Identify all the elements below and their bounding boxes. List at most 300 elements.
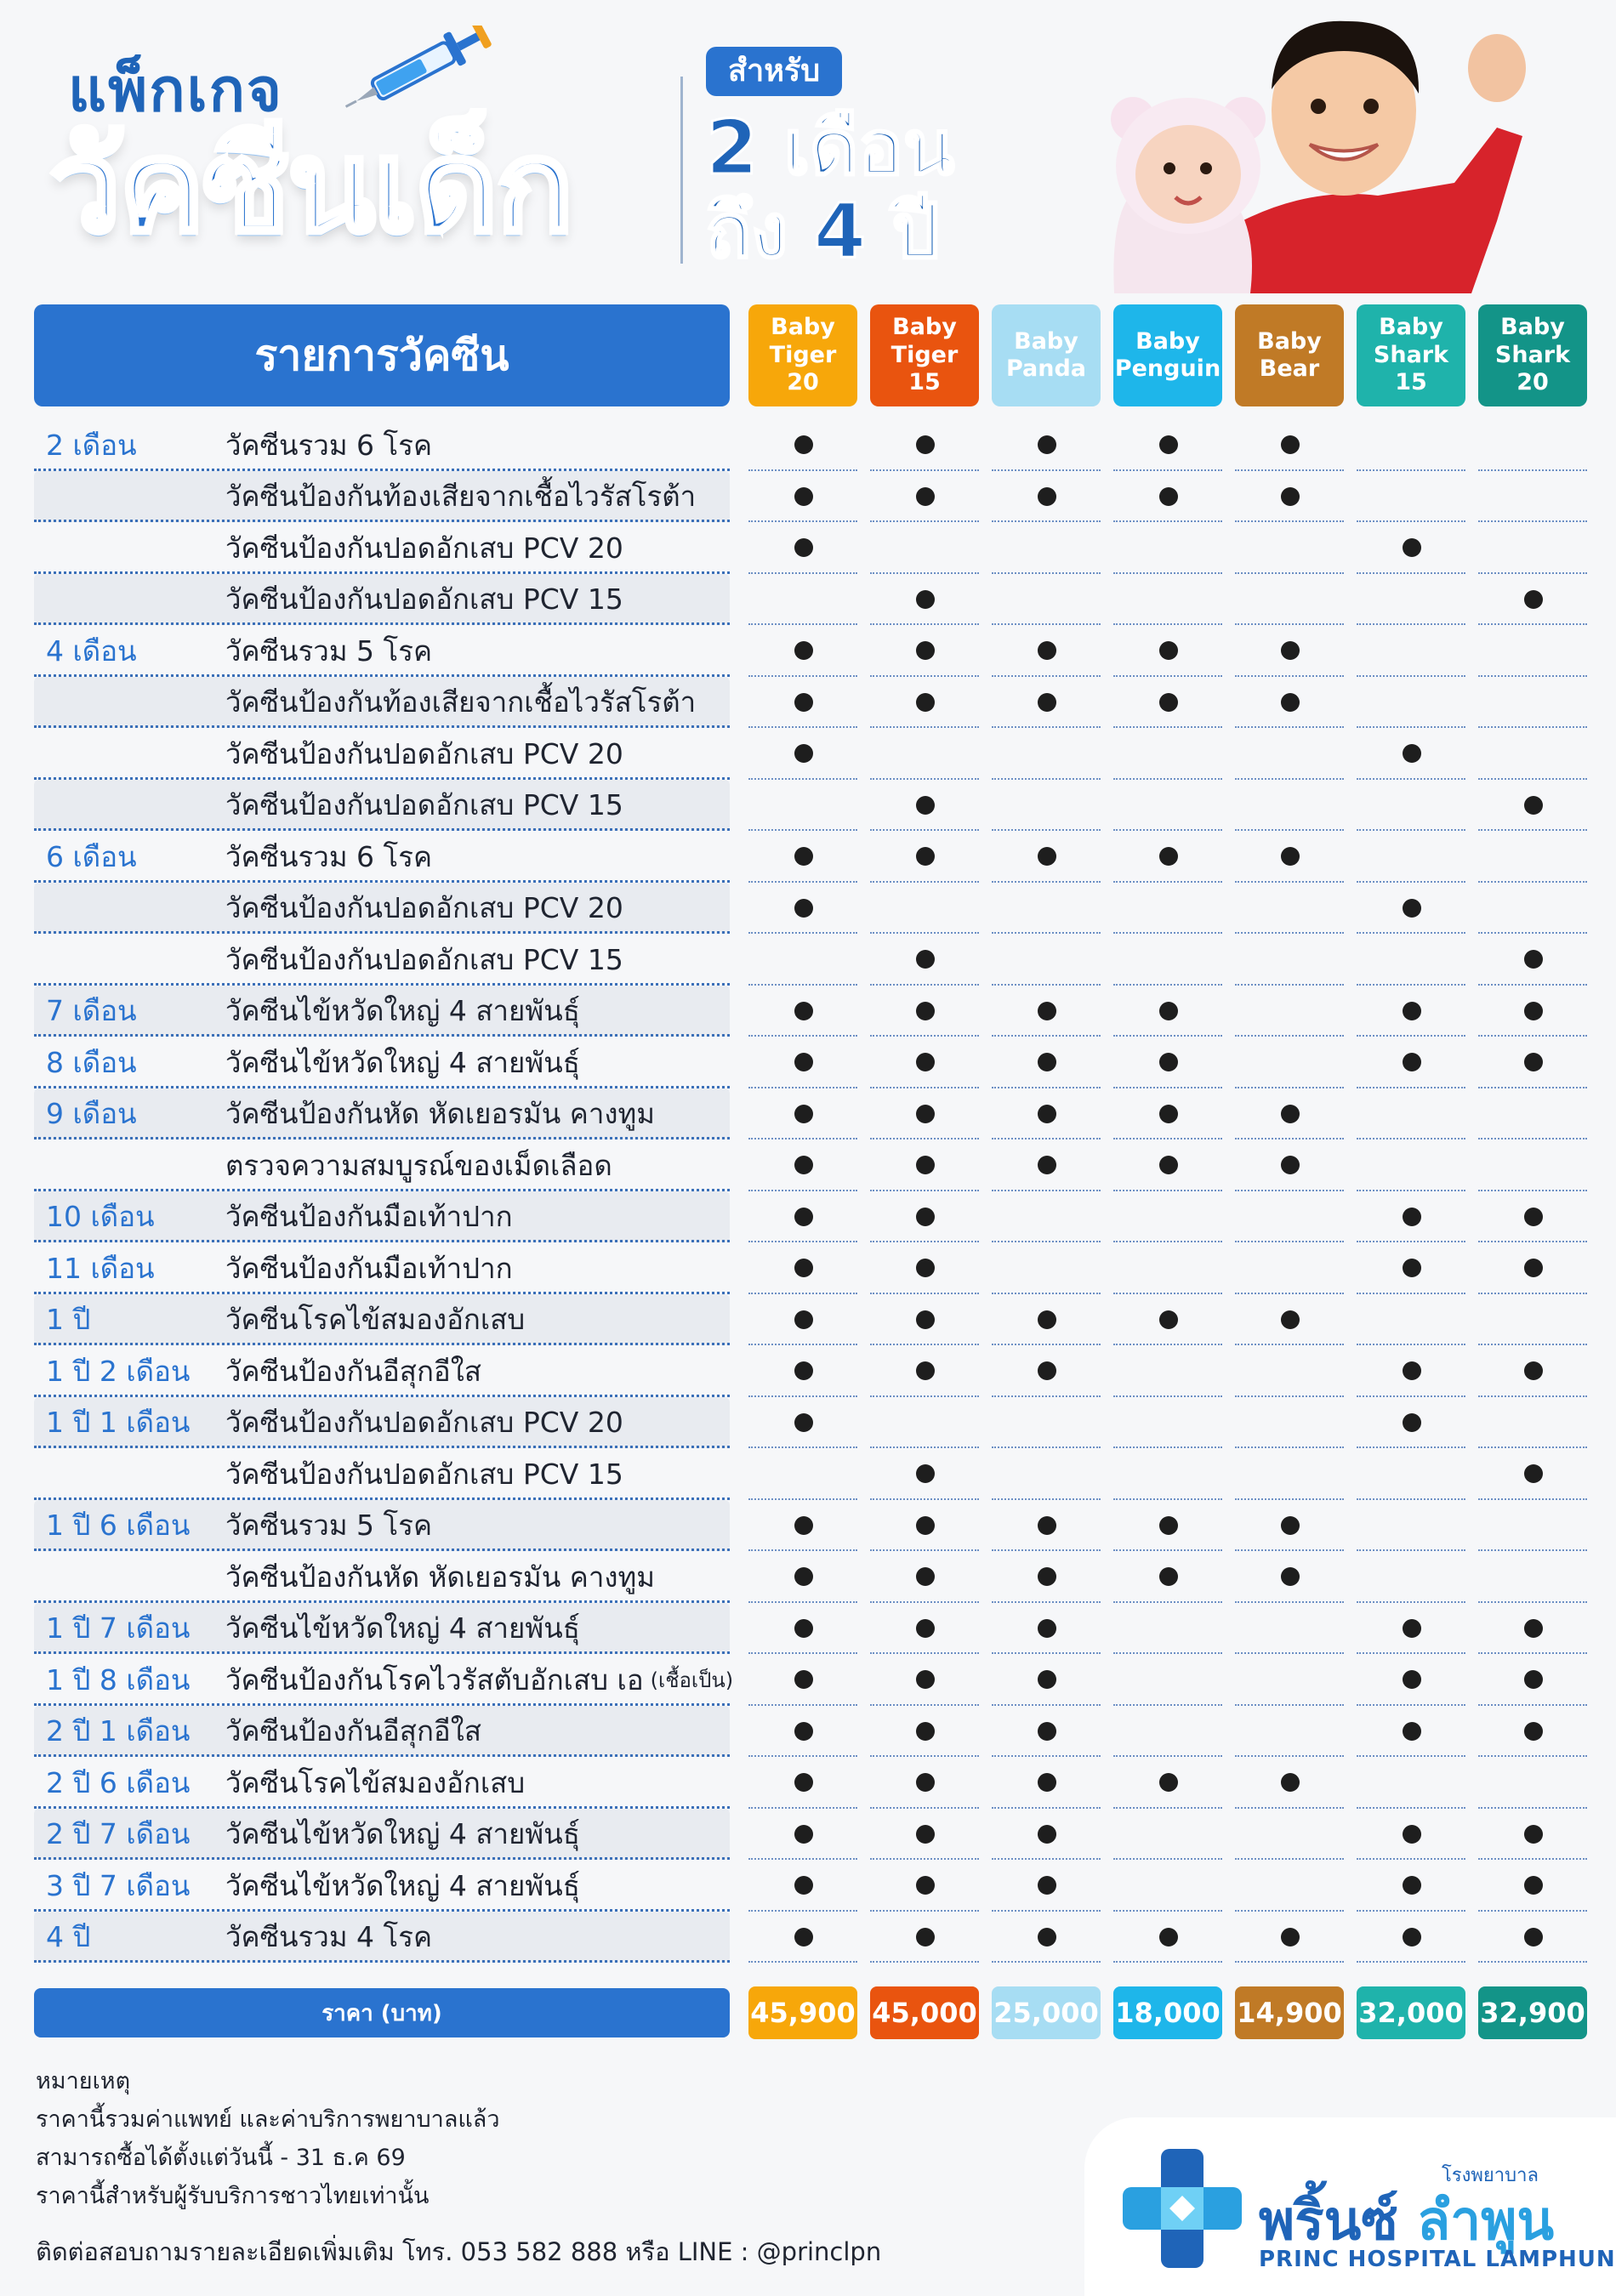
package-mark-cell (1478, 1037, 1587, 1088)
package-mark-cell (748, 1345, 857, 1397)
package-header-text: 15 (908, 369, 941, 396)
package-header (1478, 304, 1587, 406)
package-price: 45,000 (870, 1986, 979, 2039)
package-header-text: Baby (1135, 327, 1200, 355)
package-mark-cell (1478, 1860, 1587, 1912)
package-mark-cell (1478, 883, 1587, 935)
included-dot-icon (1038, 1002, 1056, 1020)
package-mark-cell (992, 471, 1101, 523)
vaccine-name: วัคซีนโรคไข้สมองอักเสบ (225, 1765, 526, 1799)
package-mark-cell (992, 1500, 1101, 1552)
logo-thai-b: ลำพูน (1417, 2190, 1555, 2253)
package-mark-cell (1357, 1294, 1465, 1346)
package-mark-cell (1357, 1448, 1465, 1500)
package-mark-cell (1235, 1757, 1344, 1809)
package-price: 32,900 (1478, 1986, 1587, 2039)
package-mark-cell (870, 1088, 979, 1140)
cell-divider (1235, 1961, 1344, 1963)
package-mark-cell (1357, 1860, 1465, 1912)
package-mark-cell (1357, 1809, 1465, 1861)
table-row (34, 1860, 1590, 1912)
package-mark-cell (1478, 625, 1587, 677)
vaccine-cell (225, 883, 623, 935)
package-mark-cell (992, 1191, 1101, 1243)
package-mark-cell (1478, 1294, 1587, 1346)
note-line: สามารถซื้อได้ตั้งแต่วันนี้ - 31 ธ.ค 69 (36, 2145, 406, 2171)
vaccine-name: วัคซีนป้องกันปอดอักเสบ PCV 15 (225, 942, 623, 976)
vaccine-name: วัคซีนป้องกันปอดอักเสบ PCV 15 (225, 1457, 623, 1491)
package-mark-cell (748, 1551, 857, 1603)
included-dot-icon (794, 1002, 813, 1020)
title-main: วัคซีนเด็ก (49, 113, 572, 261)
package-mark-cell (1113, 1345, 1222, 1397)
vaccine-name: วัคซีนป้องกันมือเท้าปาก (225, 1200, 513, 1234)
included-dot-icon (916, 641, 935, 660)
included-dot-icon (1038, 1876, 1056, 1895)
vaccine-cell (225, 831, 432, 883)
package-header-text: Shark (1373, 341, 1449, 368)
included-dot-icon (1281, 1156, 1300, 1174)
included-dot-icon (1524, 950, 1543, 969)
package-mark-cell (1357, 677, 1465, 729)
package-mark-cell (1113, 1551, 1222, 1603)
package-mark-cell (1235, 1088, 1344, 1140)
age-cell: 2 ปี 7 เดือน (46, 1817, 191, 1851)
included-dot-icon (916, 487, 935, 506)
included-dot-icon (1281, 1516, 1300, 1535)
package-mark-cell (748, 780, 857, 832)
package-mark-cell (870, 780, 979, 832)
package-mark-cell (1478, 1397, 1587, 1449)
vaccine-name: วัคซีนป้องกันปอดอักเสบ PCV 15 (225, 583, 623, 617)
header-divider (680, 77, 683, 264)
package-mark-cell (1235, 471, 1344, 523)
package-mark-cell (1357, 986, 1465, 1037)
package-mark-cell (1235, 1809, 1344, 1861)
package-mark-cell (1357, 1242, 1465, 1294)
included-dot-icon (1038, 1053, 1056, 1071)
package-mark-cell (1113, 677, 1222, 729)
included-dot-icon (1403, 1722, 1421, 1741)
vaccine-cell (225, 574, 623, 626)
included-dot-icon (794, 1928, 813, 1946)
included-dot-icon (794, 435, 813, 454)
vaccine-name: วัคซีนโรคไข้สมองอักเสบ (225, 1303, 526, 1337)
age-range-line2: ถึง 4 ปี (706, 187, 940, 275)
package-mark-cell (1113, 419, 1222, 471)
package-mark-cell (992, 1242, 1101, 1294)
age-cell: 11 เดือน (46, 1251, 155, 1285)
vaccine-cell (225, 1706, 481, 1758)
included-dot-icon (1403, 1413, 1421, 1432)
cell-divider (1478, 1961, 1587, 1963)
age-cell: 2 เดือน (46, 428, 137, 462)
syringe-icon (336, 26, 498, 111)
included-dot-icon (1038, 487, 1056, 506)
included-dot-icon (1159, 1053, 1178, 1071)
package-header-text: Panda (1005, 355, 1087, 382)
package-mark-cell (992, 780, 1101, 832)
included-dot-icon (916, 1722, 935, 1741)
package-mark-cell (1113, 1912, 1222, 1964)
package-mark-cell (748, 1912, 857, 1964)
package-mark-cell (1235, 1345, 1344, 1397)
included-dot-icon (794, 538, 813, 557)
package-mark-cell (1113, 1500, 1222, 1552)
package-mark-cell (870, 1191, 979, 1243)
package-mark-cell (748, 1448, 857, 1500)
package-mark-cell (1357, 1500, 1465, 1552)
included-dot-icon (916, 1670, 935, 1689)
package-mark-cell (870, 1139, 979, 1191)
package-mark-cell (748, 471, 857, 523)
package-mark-cell (992, 883, 1101, 935)
included-dot-icon (1403, 1928, 1421, 1946)
package-mark-cell (992, 522, 1101, 574)
package-mark-cell (992, 1809, 1101, 1861)
vaccine-name: วัคซีนป้องกันหัด หัดเยอรมัน คางทูม (225, 1097, 656, 1131)
package-mark-cell (1235, 1706, 1344, 1758)
vaccine-cell (225, 986, 580, 1037)
included-dot-icon (794, 1053, 813, 1071)
package-mark-cell (870, 883, 979, 935)
package-mark-cell (870, 522, 979, 574)
package-mark-cell (1113, 1397, 1222, 1449)
included-dot-icon (1403, 1619, 1421, 1638)
package-mark-cell (1478, 986, 1587, 1037)
included-dot-icon (1038, 1722, 1056, 1741)
package-mark-cell (1235, 1191, 1344, 1243)
vaccine-cell (225, 1809, 580, 1861)
vaccine-cell (225, 934, 623, 986)
children-photo (1097, 0, 1539, 293)
age-cell: 2 ปี 6 เดือน (46, 1765, 191, 1799)
package-mark-cell (748, 1139, 857, 1191)
included-dot-icon (916, 1876, 935, 1895)
package-mark-cell (1478, 1654, 1587, 1706)
package-mark-cell (992, 1912, 1101, 1964)
included-dot-icon (1524, 1670, 1543, 1689)
included-dot-icon (1159, 435, 1178, 454)
cell-divider (748, 1961, 857, 1963)
included-dot-icon (794, 1361, 813, 1380)
package-mark-cell (1235, 1139, 1344, 1191)
included-dot-icon (1281, 1105, 1300, 1123)
table-row (34, 1706, 1590, 1758)
package-mark-cell (1478, 677, 1587, 729)
included-dot-icon (1038, 641, 1056, 660)
package-mark-cell (1357, 831, 1465, 883)
package-mark-cell (1113, 1809, 1222, 1861)
cell-divider (1357, 1961, 1465, 1963)
logo-thai-a: พริ้นซ์ (1259, 2190, 1398, 2253)
table-row (34, 831, 1590, 883)
vaccine-cell (225, 1294, 525, 1346)
package-mark-cell (1113, 1191, 1222, 1243)
included-dot-icon (1159, 1516, 1178, 1535)
vaccine-cell (225, 1191, 513, 1243)
package-mark-cell (1478, 1809, 1587, 1861)
included-dot-icon (1524, 1053, 1543, 1071)
vaccine-name: วัคซีนไข้หวัดใหญ่ 4 สายพันธุ์ (225, 1817, 580, 1851)
included-dot-icon (1159, 1928, 1178, 1946)
package-header (1357, 304, 1465, 406)
included-dot-icon (916, 435, 935, 454)
package-mark-cell (748, 1809, 857, 1861)
package-mark-cell (870, 1706, 979, 1758)
vaccine-name: วัคซีนป้องกันอีสุกอีใส (225, 1714, 481, 1748)
included-dot-icon (1524, 1619, 1543, 1638)
package-mark-cell (992, 986, 1101, 1037)
package-mark-cell (748, 934, 857, 986)
package-mark-cell (992, 1139, 1101, 1191)
included-dot-icon (1038, 693, 1056, 712)
package-header-text: 20 (787, 369, 819, 396)
vaccine-cell (225, 1037, 580, 1088)
included-dot-icon (916, 1464, 935, 1483)
included-dot-icon (1281, 693, 1300, 712)
vaccine-cell (225, 1500, 432, 1552)
included-dot-icon (1159, 1105, 1178, 1123)
package-mark-cell (748, 1706, 857, 1758)
included-dot-icon (916, 1053, 935, 1071)
included-dot-icon (1038, 1567, 1056, 1586)
package-mark-cell (1113, 934, 1222, 986)
package-mark-cell (748, 1397, 857, 1449)
package-header-text: Baby (892, 314, 957, 341)
hospital-cross-icon (1118, 2145, 1246, 2272)
included-dot-icon (1281, 1773, 1300, 1792)
vaccine-cell (225, 677, 696, 729)
vaccine-cell (225, 1397, 623, 1449)
age-cell: 1 ปี 8 เดือน (46, 1662, 191, 1696)
package-mark-cell (1113, 574, 1222, 626)
included-dot-icon (1403, 1208, 1421, 1226)
included-dot-icon (916, 1156, 935, 1174)
package-mark-cell (1478, 1088, 1587, 1140)
table-row (34, 780, 1590, 832)
included-dot-icon (794, 1722, 813, 1741)
included-dot-icon (1403, 538, 1421, 557)
age-cell: 4 ปี (46, 1920, 91, 1954)
included-dot-icon (1038, 1928, 1056, 1946)
package-mark-cell (1478, 471, 1587, 523)
package-mark-cell (992, 934, 1101, 986)
package-mark-cell (1357, 1603, 1465, 1655)
included-dot-icon (794, 1413, 813, 1432)
package-mark-cell (1357, 522, 1465, 574)
package-price: 32,000 (1357, 1986, 1465, 2039)
age-range-line1: 2 เดือน (706, 104, 955, 191)
package-mark-cell (1478, 1706, 1587, 1758)
included-dot-icon (916, 1825, 935, 1844)
included-dot-icon (1038, 1825, 1056, 1844)
package-mark-cell (1235, 1242, 1344, 1294)
package-mark-cell (870, 831, 979, 883)
table-row (34, 1345, 1590, 1397)
included-dot-icon (794, 847, 813, 866)
included-dot-icon (916, 847, 935, 866)
vaccine-cell (225, 1448, 623, 1500)
package-mark-cell (870, 1757, 979, 1809)
included-dot-icon (1038, 1619, 1056, 1638)
included-dot-icon (1159, 847, 1178, 866)
included-dot-icon (1159, 1773, 1178, 1792)
package-header-text: Baby (1379, 314, 1443, 341)
for-badge: สำหรับ (706, 47, 842, 96)
package-mark-cell (1113, 986, 1222, 1037)
package-mark-cell (992, 1706, 1101, 1758)
package-mark-cell (748, 522, 857, 574)
included-dot-icon (1403, 1053, 1421, 1071)
package-mark-cell (1235, 522, 1344, 574)
vaccine-cell (225, 1242, 513, 1294)
package-mark-cell (992, 419, 1101, 471)
package-mark-cell (870, 1860, 979, 1912)
package-mark-cell (1235, 986, 1344, 1037)
package-mark-cell (1357, 1037, 1465, 1088)
package-mark-cell (1113, 522, 1222, 574)
package-mark-cell (1478, 1242, 1587, 1294)
package-price: 14,900 (1235, 1986, 1344, 2039)
package-mark-cell (1357, 419, 1465, 471)
package-mark-cell (870, 1242, 979, 1294)
package-mark-cell (1478, 1139, 1587, 1191)
package-mark-cell (1113, 728, 1222, 780)
package-mark-cell (992, 1294, 1101, 1346)
included-dot-icon (1403, 1876, 1421, 1895)
table-row (34, 1139, 1590, 1191)
package-mark-cell (1113, 883, 1222, 935)
note-line: ราคานี้สำหรับผู้รับบริการชาวไทยเท่านั้น (36, 2183, 430, 2209)
package-mark-cell (870, 1500, 979, 1552)
package-mark-cell (1235, 677, 1344, 729)
included-dot-icon (1281, 435, 1300, 454)
package-mark-cell (870, 1345, 979, 1397)
table-row (34, 1191, 1590, 1243)
age-cell: 10 เดือน (46, 1200, 155, 1234)
included-dot-icon (1524, 1259, 1543, 1277)
age-cell: 4 เดือน (46, 634, 137, 668)
package-mark-cell (870, 419, 979, 471)
included-dot-icon (916, 1516, 935, 1535)
included-dot-icon (1524, 1928, 1543, 1946)
package-mark-cell (748, 677, 857, 729)
logo-small-text: โรงพยาบาล (1442, 2165, 1539, 2186)
vaccine-cell (225, 1603, 580, 1655)
included-dot-icon (1403, 899, 1421, 918)
package-mark-cell (1478, 728, 1587, 780)
age-cell: 8 เดือน (46, 1045, 137, 1079)
package-mark-cell (1478, 522, 1587, 574)
age-cell: 1 ปี 2 เดือน (46, 1354, 191, 1388)
included-dot-icon (794, 1619, 813, 1638)
table-row (34, 986, 1590, 1037)
package-mark-cell (1357, 934, 1465, 986)
vaccine-cell (225, 1654, 733, 1706)
package-mark-cell (870, 1603, 979, 1655)
package-mark-cell (1478, 1757, 1587, 1809)
package-price: 45,900 (748, 1986, 857, 2039)
included-dot-icon (916, 1105, 935, 1123)
vaccine-cell (225, 625, 432, 677)
table-row (34, 728, 1590, 780)
package-mark-cell (870, 728, 979, 780)
package-header-text: 15 (1395, 369, 1427, 396)
package-mark-cell (870, 1809, 979, 1861)
package-mark-cell (1357, 574, 1465, 626)
vaccine-name: วัคซีนรวม 6 โรค (225, 839, 433, 873)
package-mark-cell (870, 1654, 979, 1706)
package-mark-cell (748, 883, 857, 935)
age-cell: 1 ปี 1 เดือน (46, 1406, 191, 1440)
package-mark-cell (1235, 1551, 1344, 1603)
package-mark-cell (992, 831, 1101, 883)
included-dot-icon (794, 1825, 813, 1844)
package-mark-cell (870, 1037, 979, 1088)
package-price: 18,000 (1113, 1986, 1222, 2039)
package-mark-cell (1357, 471, 1465, 523)
included-dot-icon (916, 590, 935, 609)
included-dot-icon (794, 1516, 813, 1535)
package-mark-cell (992, 1860, 1101, 1912)
package-mark-cell (1113, 1603, 1222, 1655)
included-dot-icon (1403, 1670, 1421, 1689)
vaccine-name: วัคซีนไข้หวัดใหญ่ 4 สายพันธุ์ (225, 1611, 580, 1645)
package-header-text: Baby (771, 314, 835, 341)
package-mark-cell (1357, 625, 1465, 677)
age-cell: 1 ปี (46, 1303, 91, 1337)
table-row (34, 1809, 1590, 1861)
included-dot-icon (794, 1310, 813, 1329)
table-row (34, 625, 1590, 677)
included-dot-icon (916, 1619, 935, 1638)
package-mark-cell (1113, 625, 1222, 677)
package-mark-cell (1478, 780, 1587, 832)
cell-divider (992, 1961, 1101, 1963)
package-mark-cell (1478, 1345, 1587, 1397)
table-row (34, 419, 1590, 471)
vaccine-cell (225, 471, 696, 523)
package-mark-cell (870, 471, 979, 523)
package-mark-cell (748, 1603, 857, 1655)
package-mark-cell (992, 1037, 1101, 1088)
table-row (34, 1294, 1590, 1346)
package-mark-cell (748, 1294, 857, 1346)
hospital-logo (1084, 2117, 1616, 2296)
package-mark-cell (748, 574, 857, 626)
package-mark-cell (1357, 1912, 1465, 1964)
included-dot-icon (1159, 1310, 1178, 1329)
package-mark-cell (748, 831, 857, 883)
included-dot-icon (1038, 1310, 1056, 1329)
included-dot-icon (916, 1773, 935, 1792)
table-row (34, 1037, 1590, 1088)
package-header (870, 304, 979, 406)
package-mark-cell (1113, 831, 1222, 883)
package-mark-cell (1235, 1448, 1344, 1500)
package-mark-cell (870, 986, 979, 1037)
package-mark-cell (992, 728, 1101, 780)
vaccine-note: (เชื้อเป็น) (650, 1668, 734, 1692)
contact-info: ติดต่อสอบถามรายละเอียดเพิ่มเติม โทร. 053 582 888 หรือ LINE : @princlpn (36, 2237, 882, 2266)
package-mark-cell (992, 1448, 1101, 1500)
package-mark-cell (1357, 780, 1465, 832)
vaccine-name: วัคซีนป้องกันปอดอักเสบ PCV 20 (225, 1406, 623, 1440)
package-mark-cell (1113, 1757, 1222, 1809)
vaccine-name: วัคซีนรวม 5 โรค (225, 1509, 433, 1543)
included-dot-icon (916, 1567, 935, 1586)
